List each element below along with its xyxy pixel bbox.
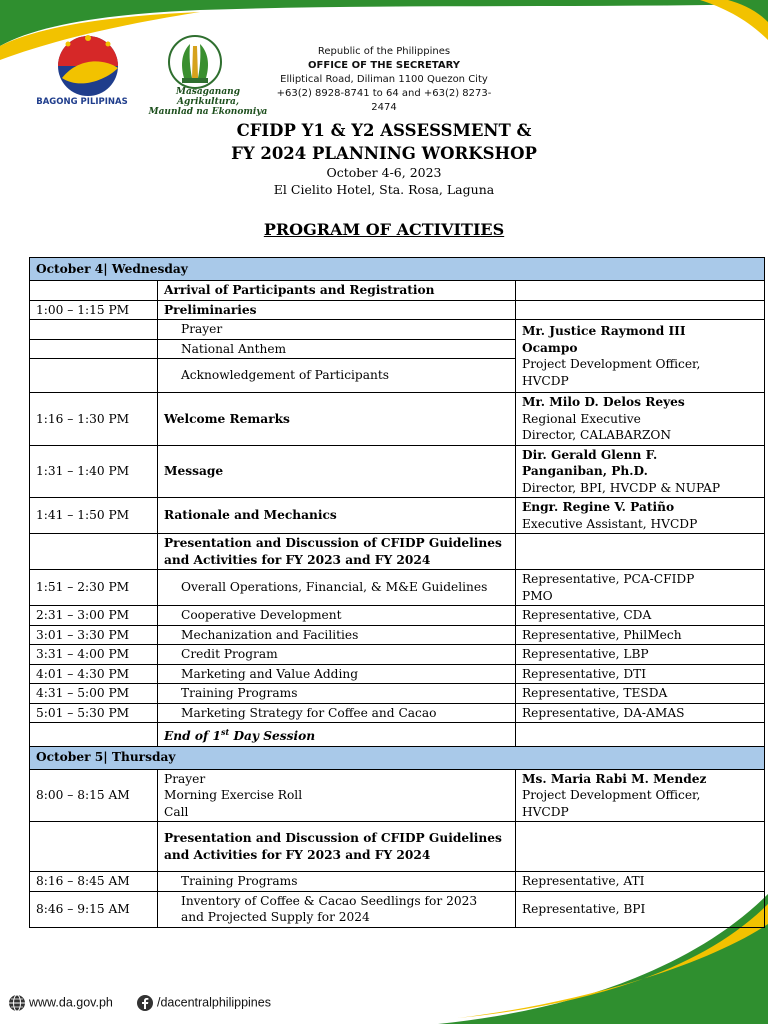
activity-cell: Preliminaries bbox=[158, 300, 516, 320]
time-cell: 8:00 – 8:15 AM bbox=[30, 769, 158, 822]
speaker-name: Panganiban, Ph.D. bbox=[522, 464, 648, 478]
globe-icon bbox=[8, 994, 26, 1012]
table-row bbox=[30, 281, 765, 301]
speaker-cell bbox=[516, 723, 765, 747]
time-cell bbox=[30, 281, 158, 301]
table-row bbox=[30, 645, 765, 665]
speaker-position: Representative, PCA-CFIDP bbox=[522, 572, 695, 586]
activity-cell: Marketing Strategy for Coffee and Cacao bbox=[158, 703, 516, 723]
time-cell: 1:41 – 1:50 PM bbox=[30, 498, 158, 534]
speaker-cell bbox=[516, 393, 765, 446]
end-note-b: Day Session bbox=[229, 729, 316, 744]
da-motto bbox=[148, 87, 268, 117]
speaker-cell: Representative, LBP bbox=[516, 645, 765, 665]
speaker-position: Project Development Officer, bbox=[522, 357, 701, 371]
time-cell bbox=[30, 534, 158, 570]
activity-cell: Overall Operations, Financial, & M&E Guidelines bbox=[158, 570, 516, 606]
speaker-position: HVCDP bbox=[522, 373, 569, 388]
speaker-cell bbox=[516, 281, 765, 301]
table-row bbox=[30, 723, 765, 747]
speaker-cell: Representative, TESDA bbox=[516, 684, 765, 704]
time-cell bbox=[30, 723, 158, 747]
end-of-day-note bbox=[158, 723, 516, 747]
facebook-link[interactable] bbox=[136, 994, 271, 1012]
speaker-name: Ocampo bbox=[522, 340, 578, 355]
section-title-line2: and Activities for FY 2023 and FY 2024 bbox=[164, 552, 431, 567]
activity-cell: Prayer bbox=[158, 320, 516, 340]
da-motto-line1: Masaganang Agrikultura, bbox=[175, 87, 241, 107]
speaker-name: Engr. Regine V. Patiño bbox=[522, 500, 675, 514]
speaker-position: Executive Assistant, HVCDP bbox=[522, 516, 698, 531]
republic-line: Republic of the Philippines bbox=[317, 46, 451, 57]
time-cell: 4:01 – 4:30 PM bbox=[30, 664, 158, 684]
speaker-cell: Representative, DA-AMAS bbox=[516, 703, 765, 723]
program-table bbox=[29, 257, 765, 928]
activity-cell bbox=[158, 534, 516, 570]
section-title-line1: Presentation and Discussion of CFIDP Guidelines bbox=[164, 831, 502, 846]
time-cell: 1:51 – 2:30 PM bbox=[30, 570, 158, 606]
time-cell: 3:01 – 3:30 PM bbox=[30, 625, 158, 645]
speaker-cell bbox=[516, 498, 765, 534]
speaker-position: HVCDP bbox=[522, 804, 569, 819]
agency-header bbox=[266, 45, 502, 115]
facebook-icon bbox=[136, 994, 154, 1012]
day1-header: October 4| Wednesday bbox=[30, 258, 765, 281]
program-title: PROGRAM OF ACTIVITIES bbox=[263, 220, 505, 239]
table-row bbox=[30, 445, 765, 498]
activity-cell: Welcome Remarks bbox=[158, 393, 516, 446]
speaker-name: Ms. Maria Rabi M. Mendez bbox=[522, 771, 707, 786]
time-cell: 4:31 – 5:00 PM bbox=[30, 684, 158, 704]
speaker-position: Director, CALABARZON bbox=[522, 428, 672, 442]
activity-cell: Mechanization and Facilities bbox=[158, 625, 516, 645]
table-row bbox=[30, 606, 765, 626]
table-row bbox=[30, 769, 765, 822]
speaker-cell: Representative, CDA bbox=[516, 606, 765, 626]
activity-cell: Rationale and Mechanics bbox=[158, 498, 516, 534]
speaker-cell: Representative, PhilMech bbox=[516, 625, 765, 645]
speaker-position: Director, BPI, HVCDP & NUPAP bbox=[522, 480, 721, 495]
speaker-cell bbox=[516, 320, 765, 393]
table-row bbox=[30, 664, 765, 684]
activity-cell bbox=[158, 769, 516, 822]
end-note-a: End of 1 bbox=[164, 729, 222, 744]
speaker-name: Mr. Milo D. Delos Reyes bbox=[522, 395, 685, 409]
activity-line: Call bbox=[164, 804, 189, 819]
speaker-cell bbox=[516, 300, 765, 320]
table-row bbox=[30, 300, 765, 320]
activity-cell: Marketing and Value Adding bbox=[158, 664, 516, 684]
event-venue: El Cielito Hotel, Sta. Rosa, Laguna bbox=[273, 182, 495, 197]
table-row bbox=[30, 570, 765, 606]
table-row bbox=[30, 625, 765, 645]
table-row bbox=[30, 891, 765, 927]
speaker-position: PMO bbox=[522, 588, 553, 603]
activity-cell bbox=[158, 822, 516, 872]
time-cell bbox=[30, 822, 158, 872]
phone-line: +63(2) 8928-8741 to 64 and +63(2) 8273-2474 bbox=[276, 88, 492, 113]
speaker-cell: Representative, DTI bbox=[516, 664, 765, 684]
activity-cell: Credit Program bbox=[158, 645, 516, 665]
table-row bbox=[30, 320, 765, 340]
time-cell: 2:31 – 3:00 PM bbox=[30, 606, 158, 626]
time-cell bbox=[30, 320, 158, 340]
table-row bbox=[30, 872, 765, 892]
time-cell bbox=[30, 359, 158, 393]
activity-cell: Acknowledgement of Participants bbox=[158, 359, 516, 393]
event-title-line1: CFIDP Y1 & Y2 ASSESSMENT & bbox=[236, 121, 532, 140]
facebook-text: /dacentralphilippines bbox=[157, 995, 271, 1010]
speaker-cell bbox=[516, 534, 765, 570]
activity-cell: Training Programs bbox=[158, 684, 516, 704]
table-row bbox=[30, 534, 765, 570]
activity-line: and Projected Supply for 2024 bbox=[181, 910, 370, 925]
address-line: Elliptical Road, Diliman 1100 Quezon City bbox=[280, 74, 488, 85]
speaker-name: Mr. Justice Raymond III bbox=[522, 324, 686, 338]
activity-cell: National Anthem bbox=[158, 339, 516, 359]
day2-header: October 5| Thursday bbox=[30, 746, 765, 769]
activity-line: Prayer bbox=[164, 771, 206, 786]
speaker-cell bbox=[516, 822, 765, 872]
time-cell: 8:16 – 8:45 AM bbox=[30, 872, 158, 892]
activity-cell: Arrival of Participants and Registration bbox=[158, 281, 516, 301]
speaker-position: Project Development Officer, bbox=[522, 788, 701, 803]
table-row bbox=[30, 393, 765, 446]
day-header-row bbox=[30, 746, 765, 769]
speaker-cell: Representative, ATI bbox=[516, 872, 765, 892]
event-dates: October 4-6, 2023 bbox=[326, 165, 442, 180]
end-note-sup: st bbox=[221, 727, 230, 737]
speaker-cell bbox=[516, 570, 765, 606]
activity-cell: Message bbox=[158, 445, 516, 498]
time-cell: 1:16 – 1:30 PM bbox=[30, 393, 158, 446]
table-row bbox=[30, 822, 765, 872]
section-title-line1: Presentation and Discussion of CFIDP Guidelines bbox=[164, 536, 502, 550]
activity-line: Inventory of Coffee & Cacao Seedlings for 2023 bbox=[181, 893, 478, 908]
speaker-cell: Representative, BPI bbox=[516, 891, 765, 927]
office-line: OFFICE OF THE SECRETARY bbox=[308, 60, 460, 71]
table-row bbox=[30, 684, 765, 704]
website-link[interactable] bbox=[8, 994, 113, 1012]
table-row bbox=[30, 498, 765, 534]
event-title-line2: FY 2024 PLANNING WORKSHOP bbox=[231, 144, 537, 163]
section-title-line2: and Activities for FY 2023 and FY 2024 bbox=[164, 847, 431, 862]
speaker-cell bbox=[516, 769, 765, 822]
activity-line: Morning Exercise Roll bbox=[164, 788, 303, 803]
day-header-row bbox=[30, 258, 765, 281]
time-cell: 5:01 – 5:30 PM bbox=[30, 703, 158, 723]
activity-cell: Training Programs bbox=[158, 872, 516, 892]
speaker-cell bbox=[516, 445, 765, 498]
da-motto-line2: Maunlad na Ekonomiya bbox=[148, 107, 268, 117]
speaker-name: Dir. Gerald Glenn F. bbox=[522, 447, 658, 462]
time-cell: 3:31 – 4:00 PM bbox=[30, 645, 158, 665]
time-cell: 8:46 – 9:15 AM bbox=[30, 891, 158, 927]
time-cell bbox=[30, 339, 158, 359]
time-cell: 1:00 – 1:15 PM bbox=[30, 300, 158, 320]
website-text: www.da.gov.ph bbox=[29, 995, 113, 1010]
activity-cell: Cooperative Development bbox=[158, 606, 516, 626]
time-cell: 1:31 – 1:40 PM bbox=[30, 445, 158, 498]
activity-cell bbox=[158, 891, 516, 927]
speaker-position: Regional Executive bbox=[522, 411, 641, 426]
bagong-pilipinas-label: BAGONG PILIPINAS bbox=[36, 97, 128, 107]
table-row bbox=[30, 703, 765, 723]
